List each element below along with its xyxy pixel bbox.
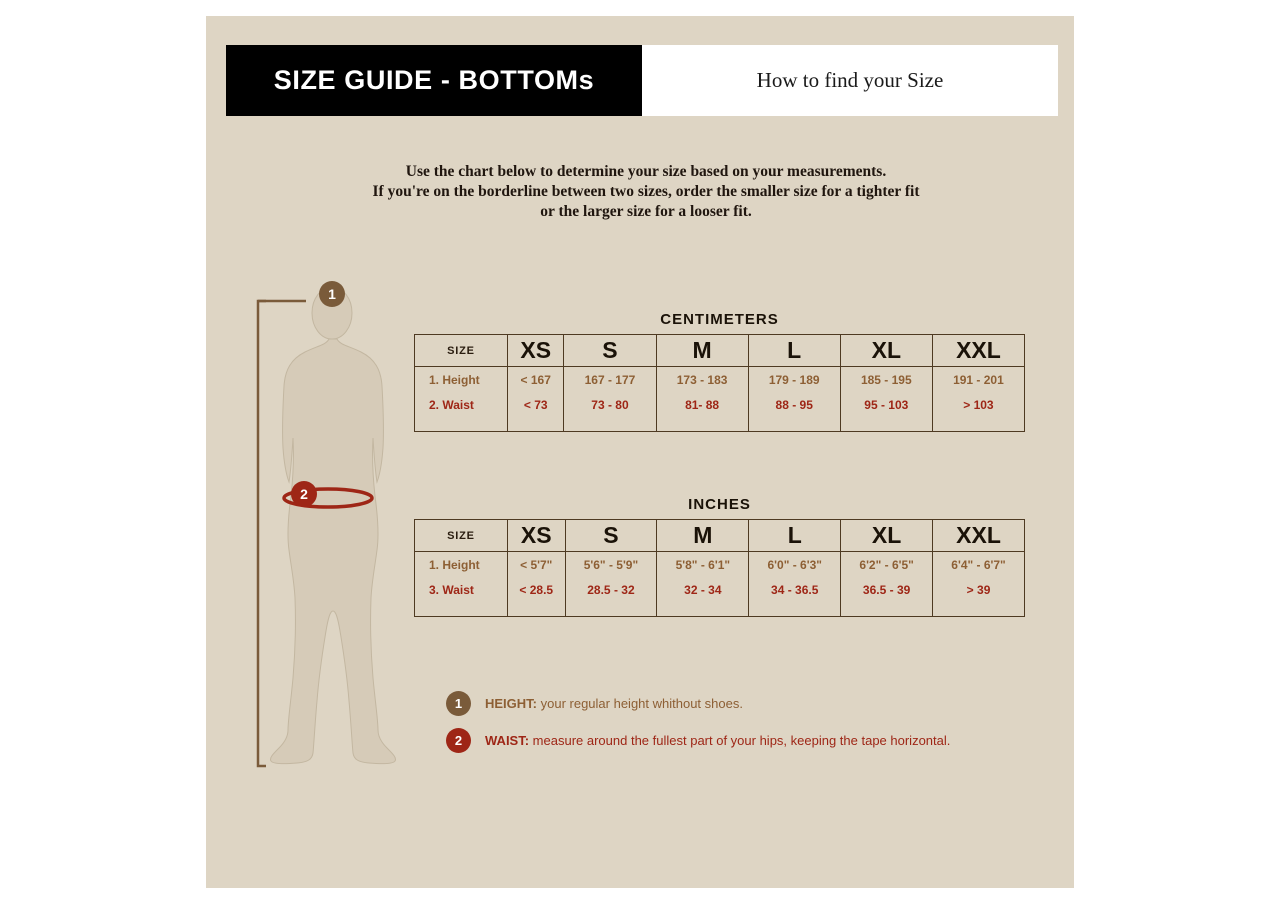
- intro-line-3: or the larger size for a looser fit.: [540, 203, 752, 220]
- row-label-height: 1. Height: [415, 552, 508, 578]
- column-header-l: L: [748, 335, 840, 367]
- tab-how-to-find-your-size[interactable]: [642, 45, 1058, 116]
- cell-height-xl: 185 - 195: [840, 367, 932, 393]
- column-header-l: L: [749, 520, 841, 552]
- spacer-cell: [415, 417, 508, 432]
- spacer-cell: [565, 602, 657, 617]
- cell-height-xl: 6'2" - 6'5": [841, 552, 933, 578]
- column-header-xs: XS: [508, 335, 564, 367]
- inches-table-block: [414, 496, 1025, 617]
- spacer-cell: [932, 417, 1024, 432]
- cell-height-m: 173 - 183: [656, 367, 748, 393]
- legend-term-waist: WAIST:: [485, 733, 530, 748]
- row-label-waist: 2. Waist: [415, 392, 508, 417]
- legend-marker-2-label: 2: [454, 733, 463, 748]
- legend-desc-waist: measure around the fullest part of your hips, keeping the tape horizontal.: [529, 733, 951, 748]
- body-figure-illustration: [236, 261, 436, 786]
- mannequin-icon: [236, 261, 436, 786]
- row-label-waist: 3. Waist: [415, 577, 508, 602]
- column-header-m: M: [656, 335, 748, 367]
- spacer-cell: [564, 417, 656, 432]
- spacer-cell: [748, 417, 840, 432]
- table-header-row: [415, 520, 1025, 552]
- intro-text: [326, 162, 966, 222]
- inches-table: [414, 519, 1025, 617]
- column-header-xl: XL: [841, 520, 933, 552]
- cell-waist-xl: 95 - 103: [840, 392, 932, 417]
- cell-height-xxl: 6'4" - 6'7": [933, 552, 1025, 578]
- spacer-cell: [508, 417, 564, 432]
- column-header-xxl: XXL: [933, 520, 1025, 552]
- cell-waist-xl: 36.5 - 39: [841, 577, 933, 602]
- table-row: [415, 577, 1025, 602]
- cell-waist-m: 32 - 34: [657, 577, 749, 602]
- column-header-m: M: [657, 520, 749, 552]
- column-header-size: SIZE: [415, 520, 508, 552]
- size-guide-card: [206, 16, 1074, 888]
- cell-height-xxl: 191 - 201: [932, 367, 1024, 393]
- spacer-cell: [840, 417, 932, 432]
- spacer-cell: [841, 602, 933, 617]
- table-row: [415, 552, 1025, 578]
- figure-marker-2: [291, 481, 317, 507]
- tab-size-guide-bottoms-label: SIZE GUIDE - BOTTOMs: [273, 65, 595, 95]
- centimeters-table-title: CENTIMETERS: [660, 311, 779, 328]
- column-header-xxl: XXL: [932, 335, 1024, 367]
- legend-desc-height: your regular height whithout shoes.: [537, 696, 743, 711]
- cell-waist-xs: < 28.5: [508, 577, 566, 602]
- cell-waist-s: 73 - 80: [564, 392, 656, 417]
- figure-marker-1: [319, 281, 345, 307]
- cell-waist-l: 34 - 36.5: [749, 577, 841, 602]
- figure-marker-1-label: 1: [328, 286, 336, 302]
- cell-waist-xxl: > 39: [933, 577, 1025, 602]
- cell-height-s: 167 - 177: [564, 367, 656, 393]
- legend-text-height: [485, 696, 743, 711]
- table-row-spacer: [415, 602, 1025, 617]
- cell-waist-xxl: > 103: [932, 392, 1024, 417]
- measurement-legend: [446, 691, 1046, 765]
- spacer-cell: [657, 602, 749, 617]
- column-header-size: SIZE: [415, 335, 508, 367]
- centimeters-table: [414, 334, 1025, 432]
- legend-marker-1-label: 1: [454, 696, 463, 711]
- row-label-height: 1. Height: [415, 367, 508, 393]
- cell-waist-m: 81- 88: [656, 392, 748, 417]
- cell-waist-s: 28.5 - 32: [565, 577, 657, 602]
- cell-height-xs: < 167: [508, 367, 564, 393]
- cell-height-m: 5'8" - 6'1": [657, 552, 749, 578]
- column-header-s: S: [565, 520, 657, 552]
- legend-item-height: [446, 691, 1046, 716]
- legend-marker-2: [446, 728, 471, 753]
- figure-marker-2-label: 2: [300, 486, 308, 502]
- spacer-cell: [933, 602, 1025, 617]
- cell-height-l: 179 - 189: [748, 367, 840, 393]
- table-row: [415, 392, 1025, 417]
- tab-how-to-find-your-size-label: How to find your Size: [756, 68, 944, 92]
- cell-height-xs: < 5'7": [508, 552, 566, 578]
- spacer-cell: [749, 602, 841, 617]
- column-header-s: S: [564, 335, 656, 367]
- tab-size-guide-bottoms[interactable]: [226, 45, 642, 116]
- table-row-spacer: [415, 417, 1025, 432]
- header-tabs: [226, 45, 1058, 116]
- column-header-xs: XS: [508, 520, 566, 552]
- cell-height-s: 5'6" - 5'9": [565, 552, 657, 578]
- legend-term-height: HEIGHT:: [485, 696, 537, 711]
- legend-text-waist: [485, 733, 950, 748]
- spacer-cell: [508, 602, 566, 617]
- inches-table-title: INCHES: [688, 496, 751, 513]
- legend-marker-1: [446, 691, 471, 716]
- intro-line-1: Use the chart below to determine your size based on your measurements.: [405, 163, 887, 180]
- table-row: [415, 367, 1025, 393]
- spacer-cell: [656, 417, 748, 432]
- cell-height-l: 6'0" - 6'3": [749, 552, 841, 578]
- centimeters-table-block: [414, 311, 1025, 432]
- table-header-row: [415, 335, 1025, 367]
- legend-item-waist: [446, 728, 1046, 753]
- column-header-xl: XL: [840, 335, 932, 367]
- cell-waist-xs: < 73: [508, 392, 564, 417]
- cell-waist-l: 88 - 95: [748, 392, 840, 417]
- spacer-cell: [415, 602, 508, 617]
- intro-line-2: If you're on the borderline between two sizes, order the smaller size for a tighter fit: [372, 183, 920, 200]
